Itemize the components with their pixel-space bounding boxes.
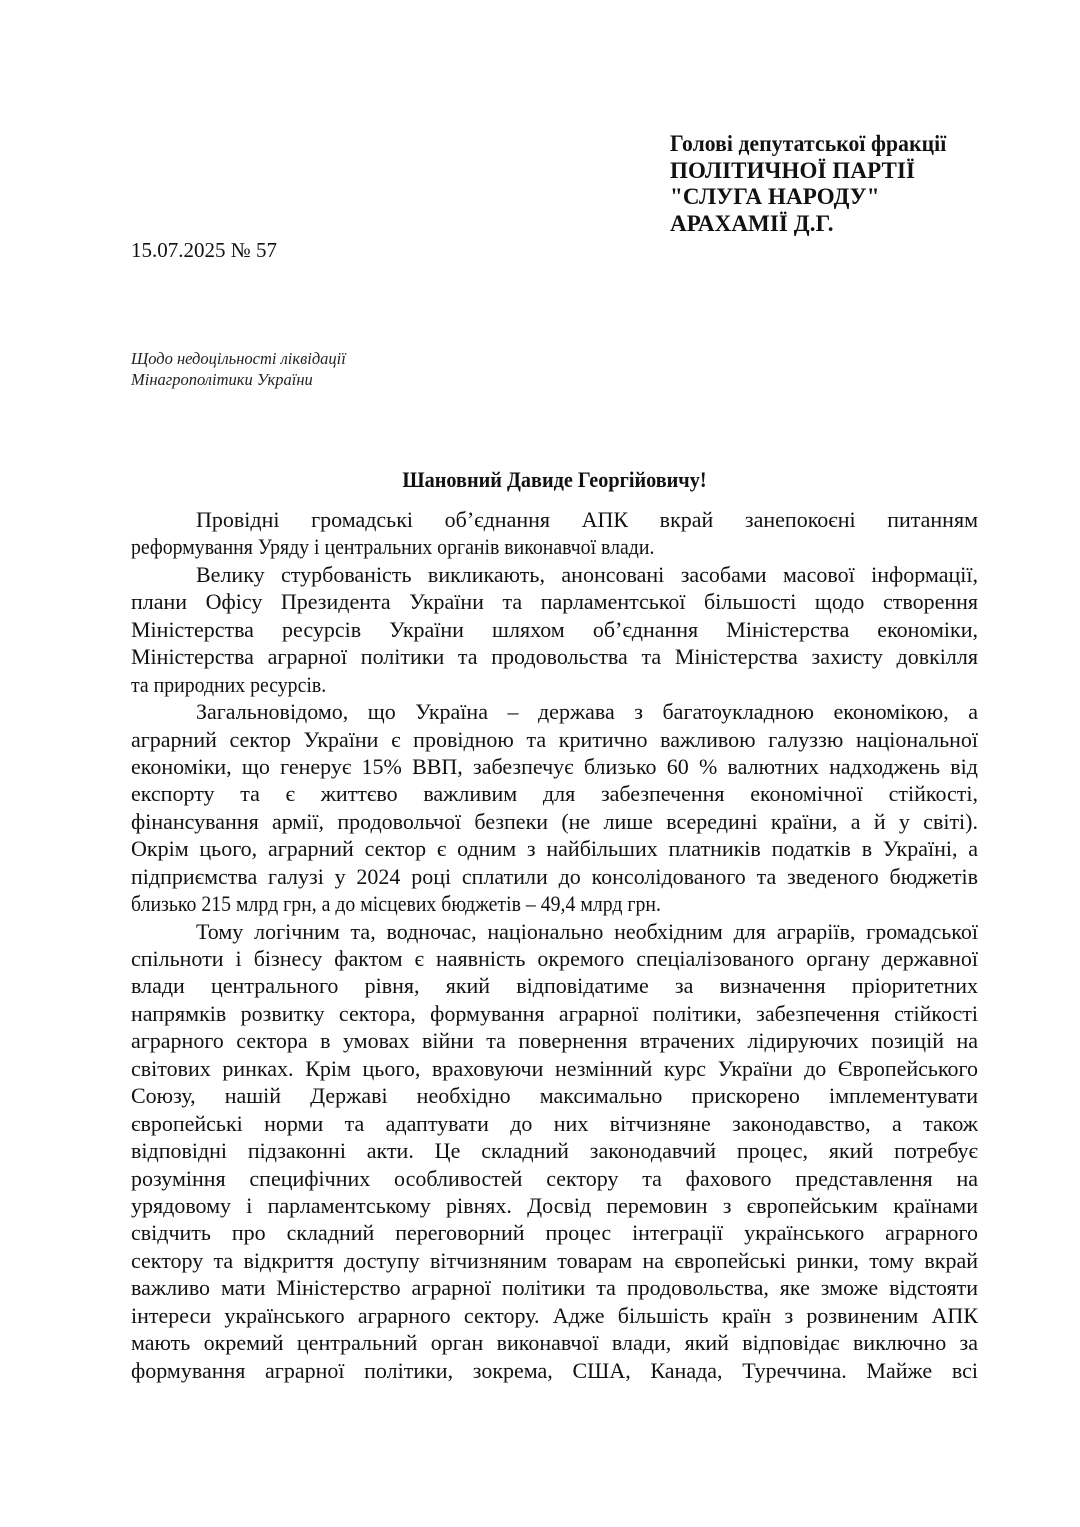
body-line-text: Союзу, нашій Державі необхідно максимально прискорено імплементувати (131, 1083, 978, 1109)
body-line-text: Окрім цього, аграрний сектор є одним з найбільших платників податків в Україні, а (131, 836, 978, 862)
body-line (131, 890, 978, 917)
body-line (131, 945, 978, 972)
body-line (131, 698, 978, 725)
body-line-text: відповідні підзаконні акти. Це складний законодавчий процес, який потребує (131, 1138, 978, 1164)
body-line (131, 1055, 978, 1082)
body-line-text: свідчить про складний переговорний процес інтеграції українського аграрного (131, 1220, 978, 1246)
body-line-text: європейські норми та адаптувати до них вітчизняне законодавство, а також (131, 1110, 978, 1136)
body-line (131, 1247, 978, 1274)
subject-line-text: Щодо недоцільності ліквідації (131, 349, 346, 368)
addressee-line: ПОЛІТИЧНОЇ ПАРТІЇ (670, 157, 916, 183)
body-line (131, 1357, 978, 1384)
body-line (131, 1110, 978, 1137)
body-line (131, 1000, 978, 1027)
subject-line-text: Мінагрополітики України (131, 370, 313, 389)
body-line-text: експорту та є життєво важливим для забезпечення економічної стійкості, (131, 781, 978, 807)
body-line (131, 1165, 978, 1192)
body-line-text: влади центрального рівня, який відповідатиме за визначення пріоритетних (131, 973, 978, 999)
body-line (131, 780, 978, 807)
body-line-text: спільноти і бізнесу фактом є наявність окремого спеціалізованого органу державної (131, 946, 978, 971)
body-line-text: світових ринках. Крім цього, враховуючи незмінний курс України до Європейського (131, 1055, 978, 1081)
body-line (131, 1137, 978, 1164)
body-line-text: урядовому і парламентському рівнях. Досвід перемовин з європейським країнами (131, 1192, 978, 1218)
body-line-text: важливо мати Міністерство аграрної політики та продовольства, яке зможе відстояти (131, 1275, 978, 1301)
body-line (131, 835, 978, 862)
body-line (131, 506, 978, 533)
body-line (131, 1329, 978, 1356)
body-line-text: підприємства галузі у 2024 році сплатили до консолідованого та зведеного бюджетів (131, 863, 978, 889)
body-line (131, 972, 978, 999)
body-line (131, 643, 978, 670)
body-line (131, 616, 978, 643)
body-line (131, 671, 978, 698)
letter-body (131, 506, 978, 1384)
body-line-text: фінансування армії, продовольчої безпеки (не лише всередині країни, а й у світі). (131, 808, 978, 834)
body-line (131, 753, 978, 780)
body-line-text: аграрного сектора в умовах війни та повернення втрачених лідируючих позицій на (131, 1028, 978, 1054)
body-line (131, 726, 978, 753)
body-line (131, 561, 978, 588)
body-line-text: економіки, що генерує 15% ВВП, забезпечує близько 60 % валютних надходжень від (131, 753, 978, 779)
body-line (131, 1082, 978, 1109)
body-line-text: сектору та відкриття доступу вітчизняним товарам на європейські ринки, тому вкрай (131, 1247, 978, 1273)
subject-line (131, 348, 346, 390)
body-line-text: розуміння специфічних особливостей сектору та фахового представлення на (131, 1165, 978, 1191)
addressee-block (670, 131, 1050, 237)
body-line (131, 1219, 978, 1246)
body-line (131, 1027, 978, 1054)
body-line (131, 588, 978, 615)
body-line (131, 533, 978, 560)
body-line-text: Тому логічним та, водночас, національно необхідним для аграріїв, громадської (196, 918, 978, 944)
addressee-line: АРАХАМІЇ Д.Г. (670, 210, 834, 236)
body-line-text: плани Офісу Президента України та парламентської більшості щодо створення (131, 589, 978, 615)
body-line-text: напрямків розвитку сектора, формування аграрної політики, забезпечення стійкості (131, 1000, 978, 1026)
body-line (131, 1302, 978, 1329)
date-and-number: 15.07.2025 № 57 (131, 238, 278, 262)
body-line-text: формування аграрної політики, зокрема, США, Канада, Туреччина. Майже всі (131, 1357, 978, 1383)
body-line (131, 918, 978, 945)
body-line-text: мають окремий центральний орган виконавчої влади, який відповідає виключно за (131, 1330, 978, 1356)
body-line-text: Провідні громадські об’єднання АПК вкрай занепокоєні питанням (196, 507, 978, 532)
body-line (131, 1274, 978, 1301)
body-line-text: аграрний сектор України є провідною та критично важливою галуззю національної (131, 726, 978, 752)
body-line-text: реформування Уряду і центральних органів виконавчої влади. (131, 534, 655, 560)
body-line (131, 1192, 978, 1219)
body-line-text: близько 215 млрд грн, а до місцевих бюджетів – 49,4 млрд грн. (131, 891, 661, 917)
body-line (131, 863, 978, 890)
body-line-text: Велику стурбованість викликають, анонсовані засобами масової інформації, (196, 561, 978, 587)
addressee-line: Голові депутатської фракції (670, 131, 947, 156)
body-line-text: Міністерства ресурсів України шляхом об’єднання Міністерства економіки, (131, 616, 978, 642)
body-line-text: інтереси українського аграрного сектору. Адже більшість країн з розвиненим АПК (131, 1302, 978, 1328)
body-line-text: Загальновідомо, що Україна – держава з багатоукладною економікою, а (196, 699, 978, 725)
salutation: Шановний Давиде Георгійовичу! (402, 467, 707, 492)
addressee-line: "СЛУГА НАРОДУ" (670, 184, 880, 209)
body-line-text: та природних ресурсів. (131, 671, 327, 697)
body-line (131, 808, 978, 835)
body-line-text: Міністерства аграрної політики та продовольства та Міністерства захисту довкілля (131, 644, 978, 670)
